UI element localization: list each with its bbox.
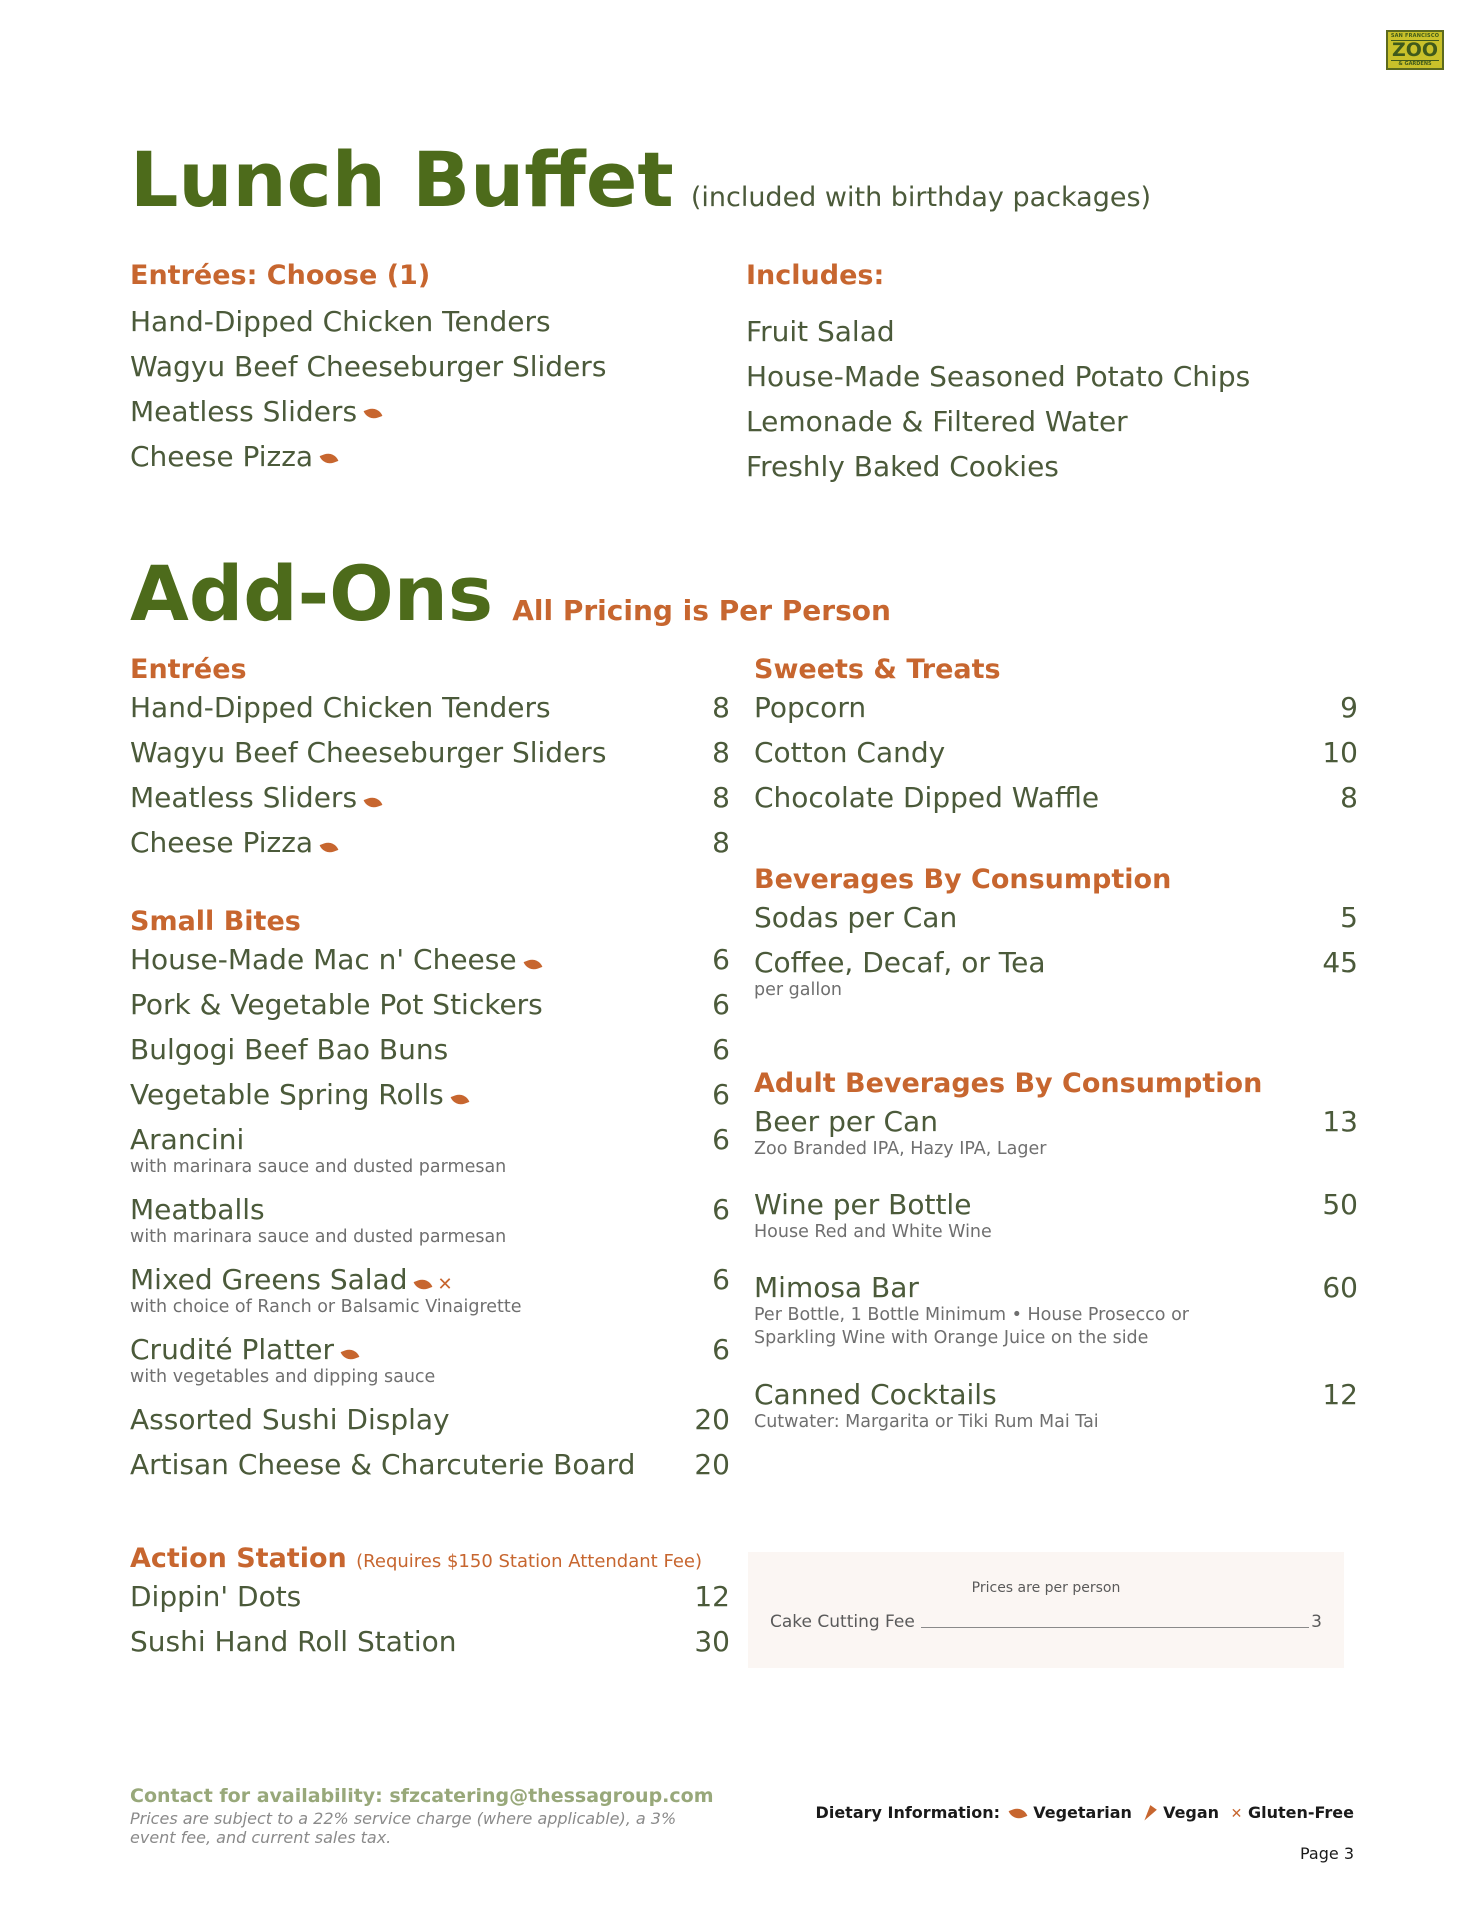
item-name: Artisan Cheese & Charcuterie Board — [130, 1448, 636, 1481]
footer-left — [130, 1785, 714, 1847]
list-item — [130, 1448, 730, 1493]
item-name: Wine per Bottle — [754, 1188, 972, 1221]
list-item — [130, 1333, 730, 1403]
beverages-section — [754, 866, 1358, 1016]
list-item — [130, 434, 710, 479]
cake-fee-dotted-line — [921, 1627, 1309, 1628]
item-name: Coffee, Decaf, or Tea — [754, 946, 1046, 979]
action-station-section — [130, 1545, 730, 1670]
item-price: 6 — [712, 1078, 730, 1111]
list-item — [130, 736, 730, 781]
list-item — [130, 1625, 730, 1670]
list-item — [130, 299, 710, 344]
item-name: Wagyu Beef Cheeseburger Sliders — [130, 736, 607, 769]
item-price: 6 — [712, 1033, 730, 1066]
list-item — [130, 1123, 730, 1193]
zoo-logo — [1386, 30, 1444, 70]
vegetarian-leaf-icon — [364, 405, 383, 421]
item-name: Cheese Pizza — [130, 826, 314, 859]
list-item — [754, 736, 1358, 781]
vegetarian-leaf-icon — [341, 1347, 360, 1363]
cake-cutting-box — [748, 1552, 1344, 1668]
gluten-free-label: Gluten-Free — [1247, 1803, 1354, 1822]
item-name: Vegetable Spring Rolls — [130, 1078, 444, 1111]
item-name: Mixed Greens Salad — [130, 1263, 408, 1296]
item-name: Cotton Candy — [754, 736, 946, 769]
list-item — [130, 344, 710, 389]
page-number: Page 3 — [1300, 1844, 1354, 1863]
logo-line-1: SAN FRANCISCO — [1390, 33, 1440, 39]
list-item — [754, 901, 1358, 946]
item-price: 8 — [1340, 781, 1358, 814]
item-name: Sushi Hand Roll Station — [130, 1625, 457, 1658]
item-price: 6 — [712, 1263, 730, 1296]
list-item — [754, 691, 1358, 736]
item-price: 9 — [1340, 691, 1358, 724]
item-description: with vegetables and dipping sauce — [130, 1367, 436, 1387]
cake-fee-price: 3 — [1311, 1612, 1322, 1632]
item-name: Cheese Pizza — [130, 440, 314, 473]
addons-note: All Pricing is Per Person — [512, 594, 891, 627]
logo-line-2: ZOO — [1391, 39, 1439, 61]
gluten-free-icon: ✕ — [1230, 1805, 1243, 1822]
list-item: House-Made Seasoned Potato Chips — [746, 360, 1251, 393]
vegetarian-leaf-icon — [364, 795, 383, 811]
item-name: Canned Cocktails — [754, 1378, 997, 1411]
action-station-title-text: Action Station — [130, 1543, 347, 1574]
item-price: 13 — [1322, 1105, 1358, 1138]
vegetarian-leaf-icon — [523, 957, 542, 973]
small-bites-section — [130, 908, 730, 1493]
list-item — [130, 691, 730, 736]
item-description: Zoo Branded IPA, Hazy IPA, Lager — [754, 1139, 1047, 1159]
list-item — [754, 1188, 1358, 1271]
item-description: with choice of Ranch or Balsamic Vinaigrette — [130, 1297, 522, 1317]
item-price: 12 — [694, 1580, 730, 1613]
item-name: Bulgogi Beef Bao Buns — [130, 1033, 449, 1066]
vegetarian-leaf-icon — [1008, 1806, 1027, 1822]
list-item — [130, 1263, 730, 1333]
vegetarian-label: Vegetarian — [1033, 1803, 1132, 1822]
item-description: House Red and White Wine — [754, 1222, 992, 1242]
item-name: Pork & Vegetable Pot Stickers — [130, 988, 543, 1021]
action-station-title — [130, 1545, 730, 1572]
list-item — [130, 826, 730, 871]
item-name: Mimosa Bar — [754, 1271, 919, 1304]
gluten-free-icon: ✕ — [437, 1274, 453, 1295]
item-name: Beer per Can — [754, 1105, 938, 1138]
lunch-includes-section — [746, 262, 1366, 489]
item-name: Crudité Platter — [130, 1333, 334, 1366]
cake-fee-label: Cake Cutting Fee — [770, 1612, 915, 1632]
vegan-carrot-icon — [1142, 1805, 1158, 1823]
item-price: 10 — [1322, 736, 1358, 769]
vegan-label: Vegan — [1163, 1803, 1220, 1822]
item-price: 12 — [1322, 1378, 1358, 1411]
item-name: Meatless Sliders — [130, 395, 358, 428]
list-item — [130, 1193, 730, 1263]
list-item — [130, 1403, 730, 1448]
item-price: 20 — [694, 1403, 730, 1436]
sweets-section — [754, 656, 1358, 826]
item-price: 20 — [694, 1448, 730, 1481]
vegetarian-leaf-icon — [320, 840, 339, 856]
item-name: Chocolate Dipped Waffle — [754, 781, 1100, 814]
lunch-note: (included with birthday packages) — [690, 182, 1152, 213]
item-price: 5 — [1340, 901, 1358, 934]
item-price: 6 — [712, 988, 730, 1021]
item-name: Assorted Sushi Display — [130, 1403, 450, 1436]
list-item: Fruit Salad — [746, 315, 895, 348]
list-item — [130, 988, 730, 1033]
beverages-title: Beverages By Consumption — [754, 864, 1172, 895]
fine-print: Prices are subject to a 22% service charge (where applicable), a 3% event fee, and current sales tax. — [130, 1809, 677, 1847]
list-item — [754, 781, 1358, 826]
list-item — [130, 389, 710, 434]
lunch-includes-list — [746, 309, 1366, 489]
list-item — [130, 781, 730, 826]
item-price: 30 — [694, 1625, 730, 1658]
list-item — [130, 1078, 730, 1123]
vegetarian-leaf-icon — [320, 450, 339, 466]
cake-fee-row — [770, 1612, 1322, 1632]
lunch-title: Lunch Buffet — [130, 135, 674, 224]
lunch-entrees-list — [130, 299, 710, 479]
item-description: Cutwater: Margarita or Tiki Rum Mai Tai — [754, 1412, 1099, 1432]
item-price: 45 — [1322, 946, 1358, 979]
action-station-note: (Requires $150 Station Attendant Fee) — [356, 1551, 702, 1572]
adult-beverages-section — [754, 1070, 1358, 1448]
cake-box-header: Prices are per person — [971, 1580, 1121, 1596]
item-description: with marinara sauce and dusted parmesan — [130, 1227, 507, 1247]
item-name: Dippin' Dots — [130, 1580, 302, 1613]
item-name: Sodas per Can — [754, 901, 958, 934]
item-description: per gallon — [754, 980, 842, 1000]
lunch-entrees-title: Entrées: Choose (1) — [130, 260, 431, 291]
item-name: Wagyu Beef Cheeseburger Sliders — [130, 350, 607, 383]
sweets-title: Sweets & Treats — [754, 654, 1001, 685]
item-name: House-Made Mac n' Cheese — [130, 943, 517, 976]
lunch-includes-title: Includes: — [746, 260, 885, 291]
item-price: 8 — [712, 736, 730, 769]
logo-line-3: & GARDENS — [1398, 61, 1432, 67]
dietary-legend — [816, 1803, 1354, 1822]
item-description: Per Bottle, 1 Bottle Minimum • House Prosecco or — [754, 1305, 1189, 1325]
dietary-label: Dietary Information: — [815, 1803, 1001, 1822]
item-name: Popcorn — [754, 691, 867, 724]
list-item — [754, 1378, 1358, 1448]
adult-beverages-title: Adult Beverages By Consumption — [754, 1068, 1263, 1099]
addon-entrees-section — [130, 656, 730, 871]
vegetarian-leaf-icon — [450, 1092, 469, 1108]
item-name: Meatless Sliders — [130, 781, 358, 814]
small-bites-title: Small Bites — [130, 906, 301, 937]
item-name: Arancini — [130, 1123, 245, 1156]
item-price: 8 — [712, 826, 730, 859]
list-item — [130, 1033, 730, 1078]
item-price: 8 — [712, 781, 730, 814]
addon-entrees-title: Entrées — [130, 654, 247, 685]
addons-title: Add-Ons — [130, 549, 494, 638]
item-price: 8 — [712, 691, 730, 724]
list-item: Lemonade & Filtered Water — [746, 405, 1128, 438]
item-description: with marinara sauce and dusted parmesan — [130, 1157, 507, 1177]
contact-line: Contact for availability: sfzcatering@thessagroup.com — [130, 1785, 714, 1807]
list-item — [754, 1105, 1358, 1188]
item-price: 50 — [1322, 1188, 1358, 1221]
item-price: 6 — [712, 1123, 730, 1156]
list-item — [130, 1580, 730, 1625]
list-item — [754, 946, 1358, 1016]
addons-header — [130, 549, 891, 638]
item-price: 6 — [712, 943, 730, 976]
vegetarian-leaf-icon — [414, 1277, 433, 1293]
item-price: 6 — [712, 1333, 730, 1366]
item-name: Meatballs — [130, 1193, 265, 1226]
lunch-header — [130, 135, 1152, 224]
item-description-2: Sparkling Wine with Orange Juice on the side — [754, 1328, 1149, 1348]
list-item — [754, 1271, 1358, 1378]
list-item: Freshly Baked Cookies — [746, 450, 1059, 483]
item-name: Hand-Dipped Chicken Tenders — [130, 691, 551, 724]
lunch-entrees-section — [130, 262, 710, 479]
item-name: Hand-Dipped Chicken Tenders — [130, 305, 551, 338]
list-item — [130, 943, 730, 988]
item-price: 60 — [1322, 1271, 1358, 1304]
item-price: 6 — [712, 1193, 730, 1226]
